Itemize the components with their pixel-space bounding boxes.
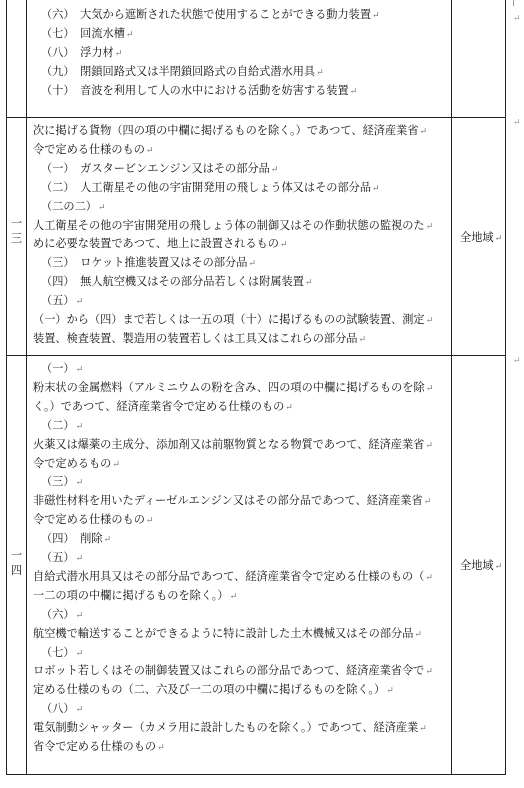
goods-line-text: 粉末状の金属燃料（アルミニウムの粉を含み、四の項の中欄に掲げるものを除: [33, 380, 425, 394]
paragraph-mark-icon: ↵: [386, 686, 394, 697]
goods-line-text: 令で定める仕様のもの: [33, 142, 145, 156]
goods-line: [33, 681, 394, 699]
goods-line: [41, 473, 83, 491]
goods-line: [33, 455, 120, 473]
paragraph-mark-icon: ↵: [112, 459, 120, 470]
goods-line: [41, 254, 256, 272]
paragraph-mark-icon: ↵: [425, 572, 433, 583]
table-row: [7, 0, 505, 117]
goods-line-text: 電気制動シャッター（カメラ用に設計したものを除く。）であつて、経済産業: [33, 721, 419, 735]
goods-line: [33, 330, 366, 348]
row-number-cell: [7, 118, 27, 355]
goods-line-text: 非磁性材料を用いたディーゼルエンジン又はその部分品であつて、経済産業省: [33, 494, 423, 508]
goods-line: [41, 530, 111, 548]
goods-line: [33, 122, 427, 140]
paragraph-mark-icon: ↵: [425, 667, 433, 678]
goods-line-text: 航空機で輸送することができるように特に設計した土木機械又はその部分品: [33, 626, 414, 640]
paragraph-mark-icon: ↵: [75, 478, 84, 489]
goods-line-text: （一） ガスタービンエンジン又はその部分品: [41, 161, 270, 175]
paragraph-mark-icon: ↵: [270, 164, 279, 175]
goods-line: [41, 44, 122, 62]
goods-line-text: （四） 無人航空機又はその部分品若しくは附属装置: [41, 275, 304, 289]
goods-line-text: （三）: [41, 475, 75, 489]
table-row: [7, 355, 505, 775]
paragraph-mark-icon: ↵: [75, 421, 84, 432]
paragraph-mark-icon: ↵: [513, 356, 521, 366]
goods-line: [33, 625, 422, 643]
paragraph-mark-icon: ↵: [419, 127, 428, 137]
goods-line: [33, 436, 433, 454]
goods-line-text: （八）: [41, 702, 75, 716]
paragraph-mark-icon: ↵: [75, 705, 84, 716]
goods-line: [41, 292, 83, 310]
goods-line-text: （八） 浮力材: [41, 45, 114, 59]
goods-line: [33, 141, 153, 159]
goods-line: [33, 719, 427, 737]
goods-line-text: （二）: [41, 418, 75, 432]
goods-line-text: （七）: [41, 645, 75, 659]
goods-line-text: 一二の項の中欄に掲げるものを除く。）: [33, 588, 229, 602]
goods-line-text: 省令で定める仕様のもの: [33, 740, 157, 753]
area-cell: [452, 118, 505, 355]
paragraph-mark-icon: ↵: [494, 234, 503, 244]
area-label: 全地域: [460, 559, 494, 572]
area-cell: [452, 0, 505, 117]
goods-line: [41, 179, 380, 197]
paragraph-mark-icon: ↵: [75, 610, 84, 621]
goods-line-text: （二） 人工衛星その他の宇宙開発用の飛しょう体又はその部分品: [41, 180, 372, 194]
paragraph-mark-icon: ↵: [425, 383, 434, 394]
goods-cell: [27, 356, 452, 775]
paragraph-mark-icon: ↵: [229, 591, 238, 602]
goods-line: [41, 549, 83, 567]
paragraph-mark-icon: ↵: [419, 724, 427, 735]
paragraph-mark-icon: ↵: [349, 86, 358, 97]
goods-line-text: （六） 大気から遮断された状態で使用することができる動力装置: [41, 8, 372, 21]
row-number: 一 四: [10, 549, 23, 577]
paragraph-mark-icon: ↵: [97, 202, 106, 213]
paragraph-mark-icon: ↵: [75, 365, 84, 375]
paragraph-mark-icon: ↵: [75, 297, 84, 308]
area-text: [460, 558, 502, 575]
goods-line-text: 令で定める仕様のもの: [33, 513, 145, 527]
paragraph-mark-icon: ↵: [248, 259, 256, 270]
paragraph-mark-icon: ↵: [75, 648, 84, 659]
paragraph-mark-icon: ↵: [425, 221, 434, 232]
goods-line-text: 火薬又は爆薬の主成分、添加剤又は前駆物質となる物質であつて、経済産業省: [33, 437, 425, 451]
goods-line-text: （九） 閉鎖回路式又は半閉鎖回路式の自給式潜水用具: [41, 64, 316, 78]
paragraph-mark-icon: ↵: [157, 743, 165, 753]
goods-line-text: ロボット若しくはその制御装置又はこれらの部分品であつて、経済産業省令で: [33, 664, 425, 678]
paragraph-mark-icon: ↵: [145, 145, 154, 156]
paragraph-mark-icon: ↵: [103, 535, 112, 546]
paragraph-mark-icon: ↵: [358, 334, 366, 345]
goods-line: [33, 311, 433, 329]
paragraph-mark-icon: ↵: [414, 629, 422, 640]
goods-line: [33, 511, 153, 529]
goods-line: [41, 160, 278, 178]
goods-line-text: （五）: [41, 551, 75, 564]
goods-line: [33, 492, 431, 510]
paragraph-mark-icon: ↵: [372, 11, 380, 21]
goods-line-text: めに必要な装置であつて、地上に設置されるもの: [33, 237, 279, 251]
goods-line: [33, 568, 433, 586]
goods-line-text: 次に掲げる貨物（四の項の中欄に掲げるものを除く。）であつて、経済産業省: [33, 124, 419, 137]
goods-line: [41, 63, 324, 81]
goods-line-text: 装置、検査装置、製造用の装置若しくは工具又はこれらの部分品: [33, 331, 358, 345]
goods-line-text: 自給式潜水用具又はその部分品であつて、経済産業省令で定める仕様のもの（: [33, 569, 425, 583]
goods-line: [33, 235, 287, 253]
goods-line: [33, 398, 293, 416]
goods-line: [33, 379, 433, 397]
goods-line: [41, 360, 83, 378]
goods-line: [41, 273, 312, 291]
goods-line-text: 令で定めるもの: [33, 456, 112, 470]
goods-line-text: （四） 削除: [41, 532, 103, 546]
paragraph-mark-icon: ↵: [114, 48, 123, 59]
paragraph-mark-icon: ↵: [425, 316, 434, 326]
goods-table: [6, 0, 506, 775]
goods-cell: [27, 118, 452, 355]
row-number: 一 三: [10, 217, 23, 245]
paragraph-mark-icon: ↵: [494, 562, 503, 572]
paragraph-mark-icon: ↵: [423, 497, 432, 508]
paragraph-mark-icon: ↵: [145, 516, 154, 527]
goods-line: [41, 6, 380, 24]
goods-line: [41, 606, 83, 624]
goods-line-text: 人工衛星その他の宇宙開発用の飛しょう体の制御又はその作動状態の監視のた: [33, 218, 425, 232]
paragraph-mark-icon: ↵: [513, 14, 521, 24]
goods-line: [33, 662, 433, 680]
goods-line: [41, 417, 83, 435]
goods-line-text: く。）であつて、経済産業省令で定める仕様のもの: [33, 399, 285, 413]
goods-line-text: 定める仕様のもの（二、六及び一二の項の中欄に掲げるものを除く。）: [33, 683, 386, 697]
paragraph-mark-icon: ↵: [316, 67, 324, 78]
row-number-cell: [7, 0, 27, 117]
goods-line-text: （一）から（四）まで若しくは一五の項（十）に掲げるものの試験装置、測定: [33, 313, 425, 326]
goods-line-text: （七） 回流水槽: [41, 26, 125, 40]
row-number-cell: [7, 356, 27, 775]
goods-line: [33, 738, 165, 756]
goods-line-text: （二の二）: [41, 199, 97, 213]
goods-line: [41, 700, 83, 718]
area-text: [460, 230, 502, 247]
goods-line: [41, 82, 357, 100]
goods-line-text: （五）: [41, 294, 75, 308]
goods-line-text: （三） ロケット推進装置又はその部分品: [41, 256, 248, 270]
goods-line: [33, 587, 237, 605]
area-label: 全地域: [460, 231, 494, 244]
paragraph-mark-icon: ↵: [279, 240, 288, 251]
paragraph-mark-icon: ↵: [75, 554, 84, 564]
table-row: [7, 117, 505, 355]
goods-line: [41, 644, 83, 662]
goods-line-text: （十） 音波を利用して人の水中における活動を妨害する装置: [41, 83, 349, 97]
goods-line-text: （一）: [41, 362, 75, 375]
goods-cell: [27, 0, 452, 117]
goods-line: [41, 198, 106, 216]
paragraph-mark-icon: ↵: [513, 118, 521, 128]
paragraph-mark-icon: ↵: [304, 278, 313, 289]
paragraph-mark-icon: ↵: [285, 402, 293, 413]
goods-line: [33, 217, 433, 235]
page-corner-mark: [513, 0, 514, 6]
goods-line-text: （六）: [41, 607, 75, 621]
goods-line: [41, 25, 133, 43]
paragraph-mark-icon: ↵: [125, 29, 134, 40]
paragraph-mark-icon: ↵: [425, 440, 433, 451]
paragraph-mark-icon: ↵: [372, 183, 380, 194]
area-cell: [452, 356, 505, 775]
